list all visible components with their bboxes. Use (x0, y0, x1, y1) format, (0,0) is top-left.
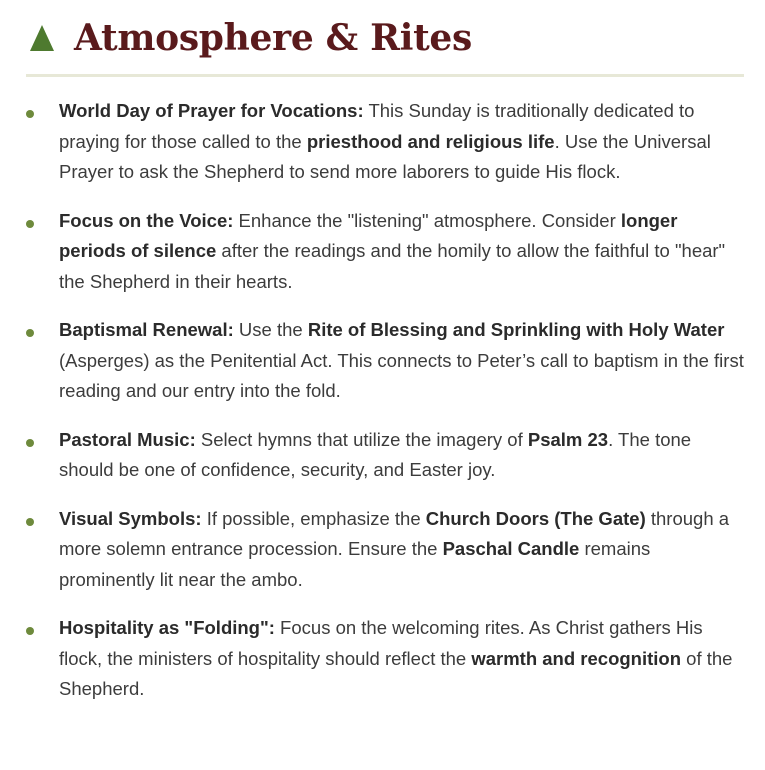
item-text: . Use the Universal Prayer to ask the Shepherd to send more laborers to guide His flock. (59, 130, 711, 182)
bullet-icon (26, 220, 34, 228)
item-emphasis: longer periods of silence (59, 209, 678, 261)
item-text: Focus on the welcoming rites. As Christ gathers His flock, the ministers of hospitality should reflect the (59, 617, 703, 669)
bullet-icon (26, 518, 34, 526)
item-text: of the Shepherd. (59, 647, 733, 699)
item-text: (Asperges) as the Penitential Act. This connects to Peter’s call to baptism in the first reading and our entry into the fold. (59, 349, 744, 401)
item-text: Enhance the "listening" atmosphere. Consider (233, 209, 621, 231)
item-emphasis: warmth and recognition (471, 647, 682, 669)
item-text: through a more solemn entrance procession. Ensure the (59, 507, 730, 559)
rites-list (0, 96, 765, 723)
item-text: Select hymns that utilize the imagery of (195, 428, 528, 450)
bullet-icon (26, 329, 34, 337)
item-heading: Hospitality as "Folding": (59, 617, 275, 638)
bullet-icon (26, 627, 34, 635)
item-emphasis: Psalm 23 (527, 428, 609, 450)
section-header (26, 10, 744, 77)
list-item-baptismal (0, 315, 765, 407)
item-text: If possible, emphasize the (201, 507, 426, 529)
bullet-icon (26, 110, 34, 118)
item-emphasis: Rite of Blessing and Sprinkling with Holy Water (307, 319, 725, 340)
item-text: . The tone should be one of confidence, security, and Easter joy. (59, 428, 692, 480)
item-emphasis: Church Doors (The Gate) (425, 507, 646, 529)
item-emphasis: priesthood and religious life (306, 130, 555, 152)
list-item-symbols (0, 504, 765, 596)
item-text: after the readings and the homily to allow the faithful to "hear" the Shepherd in their hearts. (59, 240, 726, 292)
item-heading: Focus on the Voice: (59, 209, 234, 231)
list-item-voice (0, 206, 765, 298)
tree-icon (30, 25, 54, 53)
list-item-vocations (0, 96, 765, 188)
item-heading: World Day of Prayer for Vocations: (59, 100, 364, 121)
list-item-hospitality (0, 613, 765, 705)
item-text: This Sunday is traditionally dedicated to praying for those called to the (59, 100, 695, 152)
item-heading: Pastoral Music: (59, 428, 196, 450)
item-text: Use the (233, 319, 308, 340)
list-item-music (0, 425, 765, 486)
bullet-icon (26, 439, 34, 447)
item-heading: Visual Symbols: (59, 507, 202, 529)
section-title: Atmosphere & Rites (74, 17, 472, 59)
item-heading: Baptismal Renewal: (59, 319, 234, 340)
item-text: remains prominently lit near the ambo. (59, 538, 651, 590)
item-emphasis: Paschal Candle (442, 538, 580, 559)
